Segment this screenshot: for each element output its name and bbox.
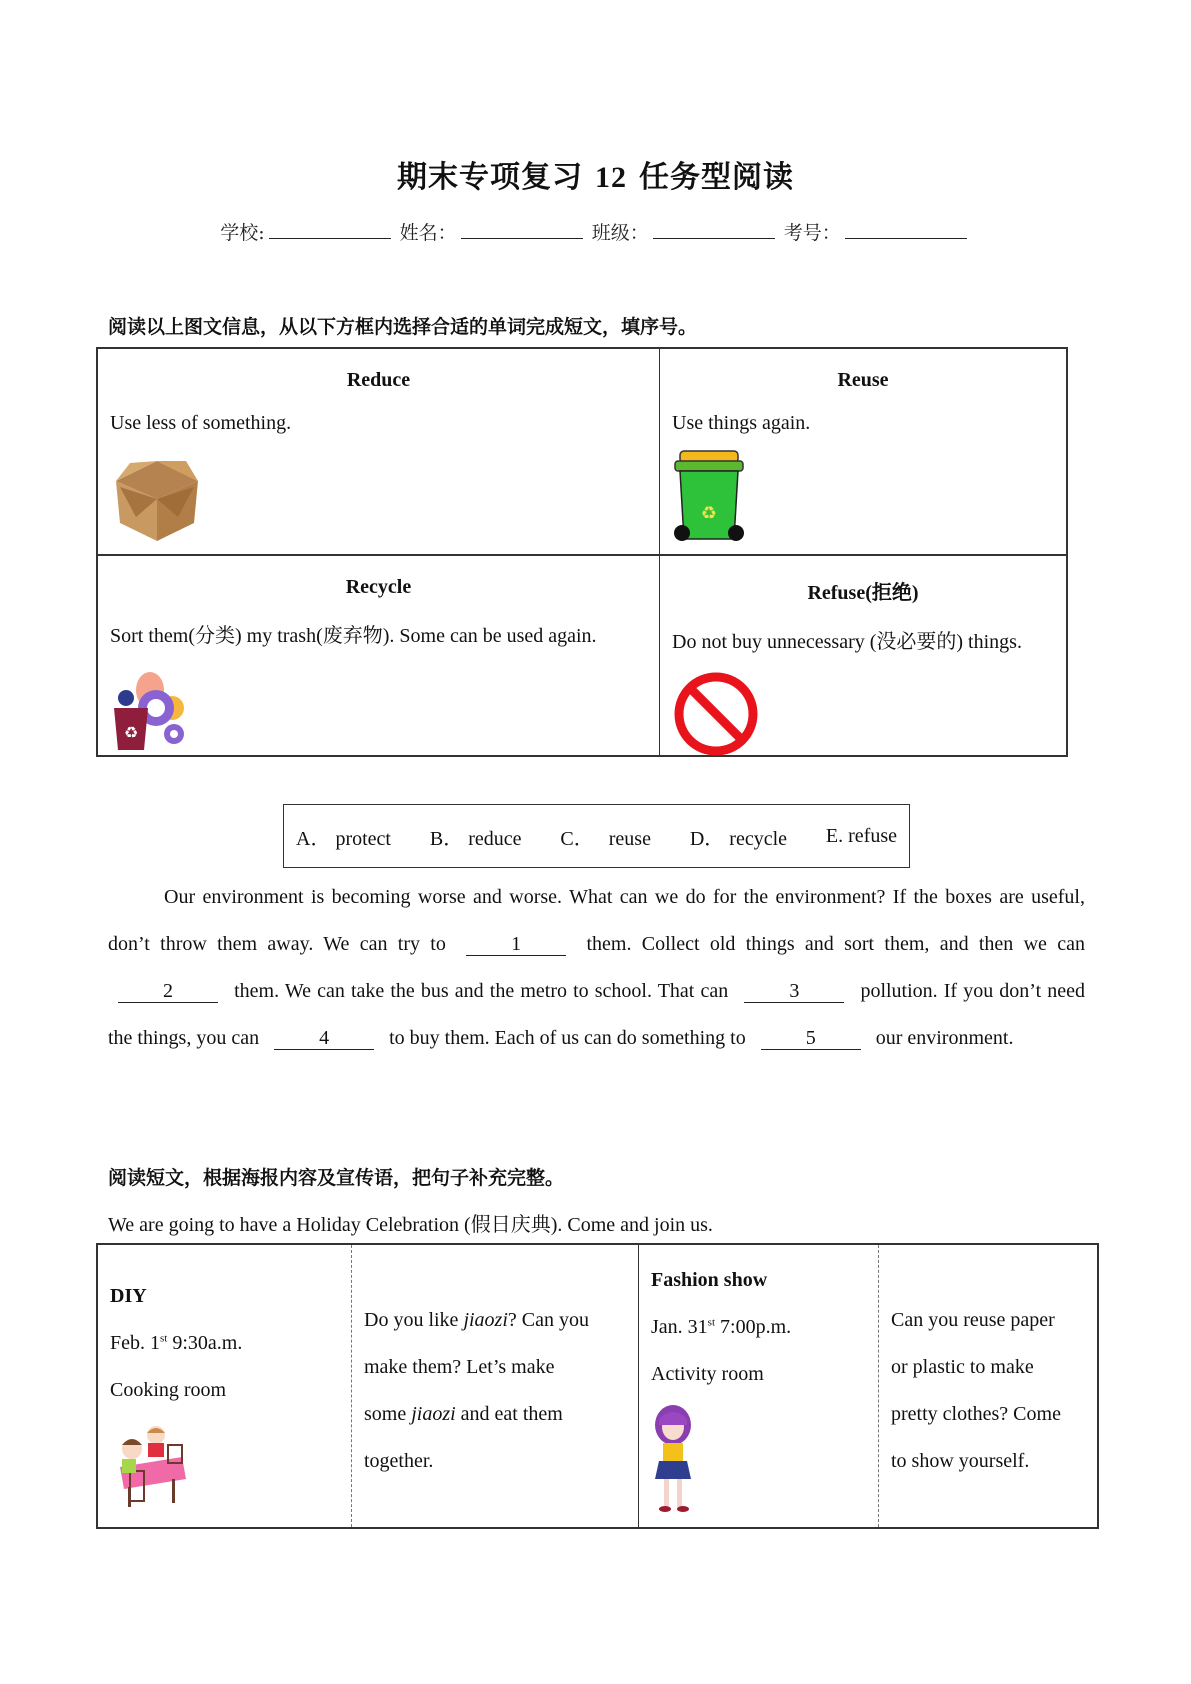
card-title: Recycle bbox=[345, 576, 412, 598]
card-reduce bbox=[98, 349, 659, 554]
option-e: E. refuse bbox=[825, 824, 897, 847]
event-place: Activity room bbox=[651, 1363, 764, 1385]
event-date: Feb. 1st 9:30a.m. bbox=[110, 1332, 243, 1354]
card-reuse bbox=[659, 349, 1066, 554]
event-name: Fashion show bbox=[651, 1269, 768, 1291]
slogan-line: Can you reuse paper bbox=[891, 1309, 1055, 1331]
blank-4[interactable]: 4 bbox=[274, 1027, 374, 1050]
card-desc: Sort them(分类) my trash(废弃物). Some can be used again. bbox=[110, 625, 597, 647]
celebration-intro: We are going to have a Holiday Celebration (假日庆典). Come and join us. bbox=[108, 1214, 713, 1236]
exam-number-blank[interactable] bbox=[845, 220, 967, 239]
option-b: B． reduce bbox=[429, 827, 522, 850]
card-desc: Do not buy unnecessary (没必要的) things. bbox=[672, 631, 1022, 653]
slogan-line: some jiaozi and eat them bbox=[364, 1403, 563, 1425]
slogan-line: pretty clothes? Come bbox=[891, 1403, 1061, 1425]
holiday-poster-table bbox=[96, 1243, 1099, 1529]
cardboard-box-icon bbox=[110, 457, 204, 548]
name-label: 姓名： bbox=[399, 222, 457, 244]
section1-instruction: 阅读以上图文信息，从以下方框内选择合适的单词完成短文，填序号。 bbox=[108, 316, 698, 338]
exam-number-label: 考号： bbox=[783, 222, 841, 244]
blank-3[interactable]: 3 bbox=[744, 980, 844, 1003]
slogan-line: or plastic to make bbox=[891, 1356, 1034, 1378]
blank-1[interactable]: 1 bbox=[466, 933, 566, 956]
card-refuse bbox=[659, 554, 1066, 755]
slogan-line: to show yourself. bbox=[891, 1450, 1030, 1472]
name-blank[interactable] bbox=[461, 220, 583, 239]
blank-2[interactable]: 2 bbox=[118, 980, 218, 1003]
event-diy-info bbox=[98, 1245, 351, 1527]
kids-cooking-icon bbox=[110, 1423, 190, 1515]
class-blank[interactable] bbox=[653, 220, 775, 239]
card-recycle bbox=[98, 554, 659, 755]
slogan-line: Do you like jiaozi? Can you bbox=[364, 1309, 589, 1331]
event-name: DIY bbox=[110, 1285, 147, 1307]
title-number: 12 bbox=[595, 161, 627, 194]
card-title: Refuse(拒绝) bbox=[807, 582, 919, 604]
event-fashion-slogan bbox=[878, 1245, 1097, 1527]
page-title bbox=[0, 152, 1191, 196]
class-label: 班级： bbox=[591, 222, 649, 244]
event-date: Jan. 31st 7:00p.m. bbox=[651, 1316, 792, 1338]
section2-instruction: 阅读短文，根据海报内容及宣传语，把句子补充完整。 bbox=[108, 1167, 565, 1189]
card-desc: Use less of something. bbox=[110, 412, 292, 434]
event-diy-slogan bbox=[351, 1245, 638, 1527]
fashion-girl-icon bbox=[651, 1405, 699, 1519]
word-options-box bbox=[283, 804, 910, 868]
slogan-line: make them? Let’s make bbox=[364, 1356, 555, 1378]
slogan-line: together. bbox=[364, 1450, 434, 1472]
title-subject: 任务型阅读 bbox=[639, 160, 794, 195]
svg-text:♻: ♻ bbox=[123, 723, 139, 742]
blank-5[interactable]: 5 bbox=[761, 1027, 861, 1050]
svg-text:♻: ♻ bbox=[700, 503, 718, 524]
cloze-passage: Our environment is becoming worse and worse. What can we do for the environment? If the boxes are useful, don’t throw them away. We can try to 1 them. Collect old things and sort them, and then we can 2 them. We can take the bus and the metro to school. That can 3 pollution. If you don’t need the things, you can 4 to buy them. Each of us can do something to 5 our environment. bbox=[108, 886, 1086, 1049]
green-recycle-bin-icon bbox=[672, 449, 746, 550]
concept-cards-table bbox=[96, 347, 1068, 757]
school-label: 学校: bbox=[220, 222, 265, 244]
card-title: Reduce bbox=[346, 369, 411, 391]
title-text: 期末专项复习 bbox=[397, 160, 583, 195]
prohibition-sign-icon bbox=[672, 670, 760, 763]
option-c: C． reuse bbox=[560, 827, 651, 850]
card-desc: Use things again. bbox=[672, 412, 811, 434]
event-place: Cooking room bbox=[110, 1379, 227, 1401]
student-info-line bbox=[0, 218, 1191, 245]
school-blank[interactable] bbox=[269, 220, 391, 239]
card-title: Reuse bbox=[837, 369, 889, 391]
recycle-bin-gears-icon bbox=[110, 668, 194, 757]
option-d: D． recycle bbox=[689, 827, 788, 850]
option-a: A． protect bbox=[296, 827, 391, 850]
event-fashion-info bbox=[638, 1245, 878, 1527]
